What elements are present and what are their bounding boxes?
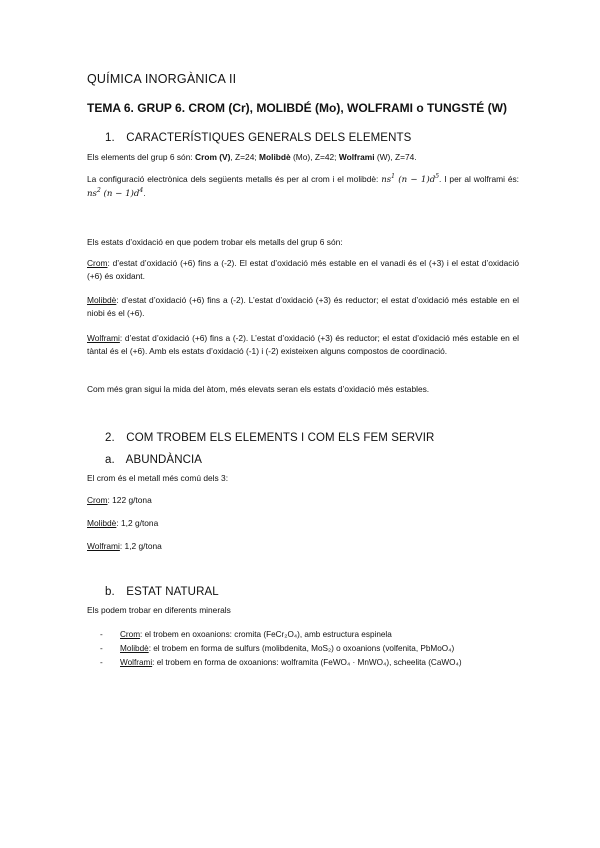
- closing-paragraph: Com més gran sigui la mida del àtom, més elevats seran els estats d’oxidació més estables.: [87, 384, 430, 394]
- subsection-a-title: ABUNDÀNCIA: [125, 454, 203, 466]
- wolframi-oxidation-paragraph: Wolframi: d’estat d’oxidació (+6) fins a (-2). L’estat d’oxidació (+3) és reductor; el estat d’oxidació més estable en el tàntal és el (+6). Amb els estats d’oxidació (-1) i (-2) existeixen alguns compostos de coordinació.: [87, 333, 519, 356]
- subsection-b-title: ESTAT NATURAL: [126, 586, 219, 598]
- section-2-number: 2.: [105, 432, 115, 444]
- formula-w: $ns^2$ $(n - 1)d^4$: [87, 187, 144, 199]
- molibde-oxidation-paragraph: Molibdè: d’estat d’oxidació (+6) fins a (-2). L’estat d’oxidació (+3) és reductor; el estat d’oxidació més estable en el niobi és el (+6).: [87, 295, 519, 318]
- electron-config-paragraph: La configuració electrònica dels següents metalls és per al crom i el molibdè: $ns^1$ $(n - 1)d^5$. I per al wolframi és: $ns^2$ $(n - 1)d^4$.: [87, 173, 519, 199]
- formula-cr-mo: $ns^1$ $(n - 1)d^5$: [381, 173, 440, 185]
- subsection-b-number: b.: [105, 586, 115, 598]
- crom-oxidation-paragraph: Crom: d’estat d’oxidació (+6) fins a (-2). El estat d’oxidació més estable en el vanadi és el (+3) i el estat d’oxidació (+6) és oxidant.: [87, 258, 519, 281]
- list-item: - Crom: el trobem en oxoanions: cromita (FeCr₂O₄), amb estructura espinela: [100, 630, 392, 639]
- elements-line: Els elements del grup 6 són: Crom (V), Z=24; Molibdè (Mo), Z=42; Wolframi (W), Z=74.: [87, 152, 417, 162]
- mineral-list: [100, 628, 519, 670]
- abundance-wolframi: Wolframi: 1,2 g/tona: [87, 541, 162, 551]
- section-1-title: CARACTERÍSTIQUES GENERALS DELS ELEMENTS: [126, 132, 412, 144]
- section-1-heading: [105, 132, 519, 144]
- subsection-a-heading: [105, 454, 519, 466]
- list-item: - Molibdè: el trobem en forma de sulfurs (molibdenita, MoS₂) o oxoanions (volfenita, PbMoO₄): [100, 644, 455, 653]
- natural-state-intro: Els podem trobar en diferents minerals: [87, 605, 231, 615]
- abundance-intro: El crom és el metall més comú dels 3:: [87, 473, 229, 483]
- subsection-a-number: a.: [105, 454, 115, 466]
- abundance-crom: Crom: 122 g/tona: [87, 495, 152, 505]
- section-1-number: 1.: [105, 132, 115, 144]
- subsection-b-heading: [105, 586, 519, 598]
- oxidation-intro: Els estats d’oxidació en que podem trobar els metalls del grup 6 són:: [87, 237, 343, 247]
- topic-title: TEMA 6. GRUP 6. CROM (Cr), MOLIBDÉ (Mo), WOLFRAMI o TUNGSTÉ (W): [87, 101, 507, 115]
- section-2-heading: [105, 432, 519, 444]
- section-2-title: COM TROBEM ELS ELEMENTS I COM ELS FEM SERVIR: [126, 432, 435, 444]
- document-title: QUÍMICA INORGÀNICA II: [87, 72, 237, 86]
- abundance-molibde: Molibdè: 1,2 g/tona: [87, 518, 159, 528]
- list-item: - Wolframi: el trobem en forma de oxoanions: wolframita (FeWO₄ · MnWO₄), scheelita (CaWO₄): [100, 658, 462, 667]
